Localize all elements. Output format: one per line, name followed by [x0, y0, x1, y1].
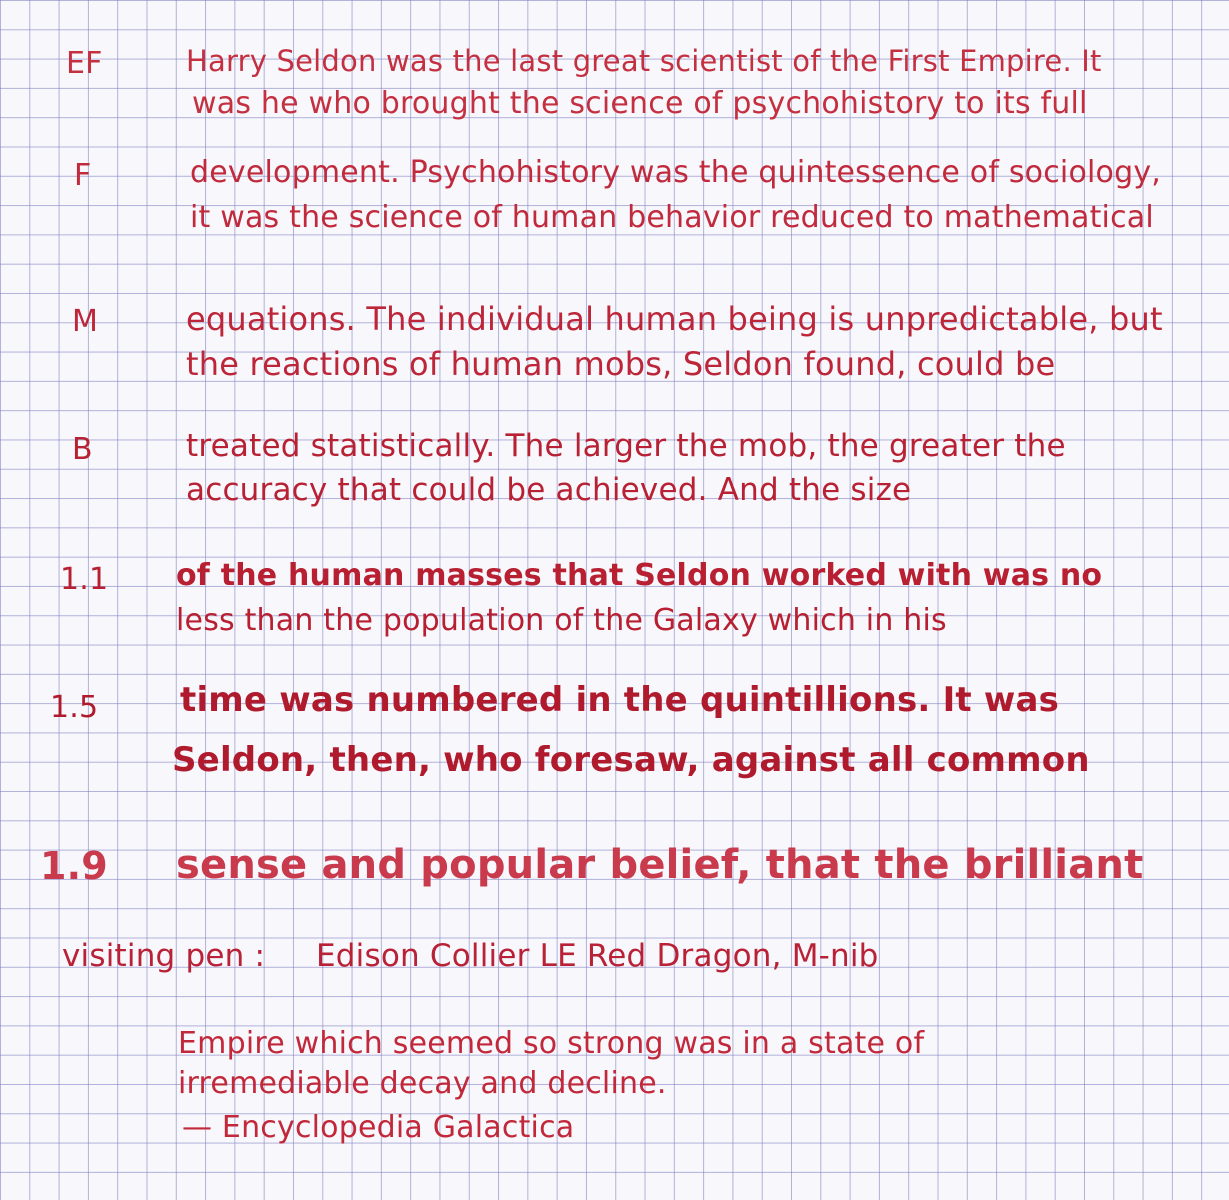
- text-line: development. Psychohistory was the quintessence of sociology,: [190, 155, 1162, 190]
- text-line: of the human masses that Seldon worked with was no: [176, 558, 1103, 593]
- text-line: equations. The individual human being is unpredictable, but: [186, 300, 1163, 338]
- text-line: time was numbered in the quintillions. It was: [180, 680, 1060, 720]
- text-line: it was the science of human behavior reduced to mathematical: [190, 200, 1154, 235]
- nib-label-m: M: [72, 304, 99, 339]
- text-line: accuracy that could be achieved. And the size: [186, 472, 912, 508]
- closing-attribution: — Encyclopedia Galactica: [182, 1110, 575, 1145]
- nib-label-b: B: [72, 432, 93, 467]
- text-line: treated statistically. The larger the mob, the greater the: [186, 428, 1066, 464]
- text-line: Harry Seldon was the last great scientist of the First Empire. It: [186, 44, 1102, 78]
- visiting-pen-value: Edison Collier LE Red Dragon, M-nib: [316, 938, 879, 974]
- nib-label-f: F: [74, 158, 92, 193]
- nib-label-1-9: 1.9: [40, 844, 108, 888]
- nib-label-1-5: 1.5: [50, 690, 99, 725]
- nib-label-1-1: 1.1: [60, 562, 109, 597]
- text-line: the reactions of human mobs, Seldon found, could be: [186, 345, 1056, 383]
- closing-line: Empire which seemed so strong was in a state of: [178, 1026, 925, 1061]
- closing-line: irremediable decay and decline.: [178, 1066, 667, 1101]
- visiting-pen-label: visiting pen :: [62, 938, 266, 974]
- nib-label-ef: EF: [66, 46, 103, 81]
- text-line: Seldon, then, who foresaw, against all common: [172, 740, 1090, 780]
- text-line: sense and popular belief, that the brilliant: [176, 842, 1144, 888]
- text-line: less than the population of the Galaxy which in his: [176, 603, 947, 638]
- text-line: was he who brought the science of psychohistory to its full: [192, 86, 1088, 121]
